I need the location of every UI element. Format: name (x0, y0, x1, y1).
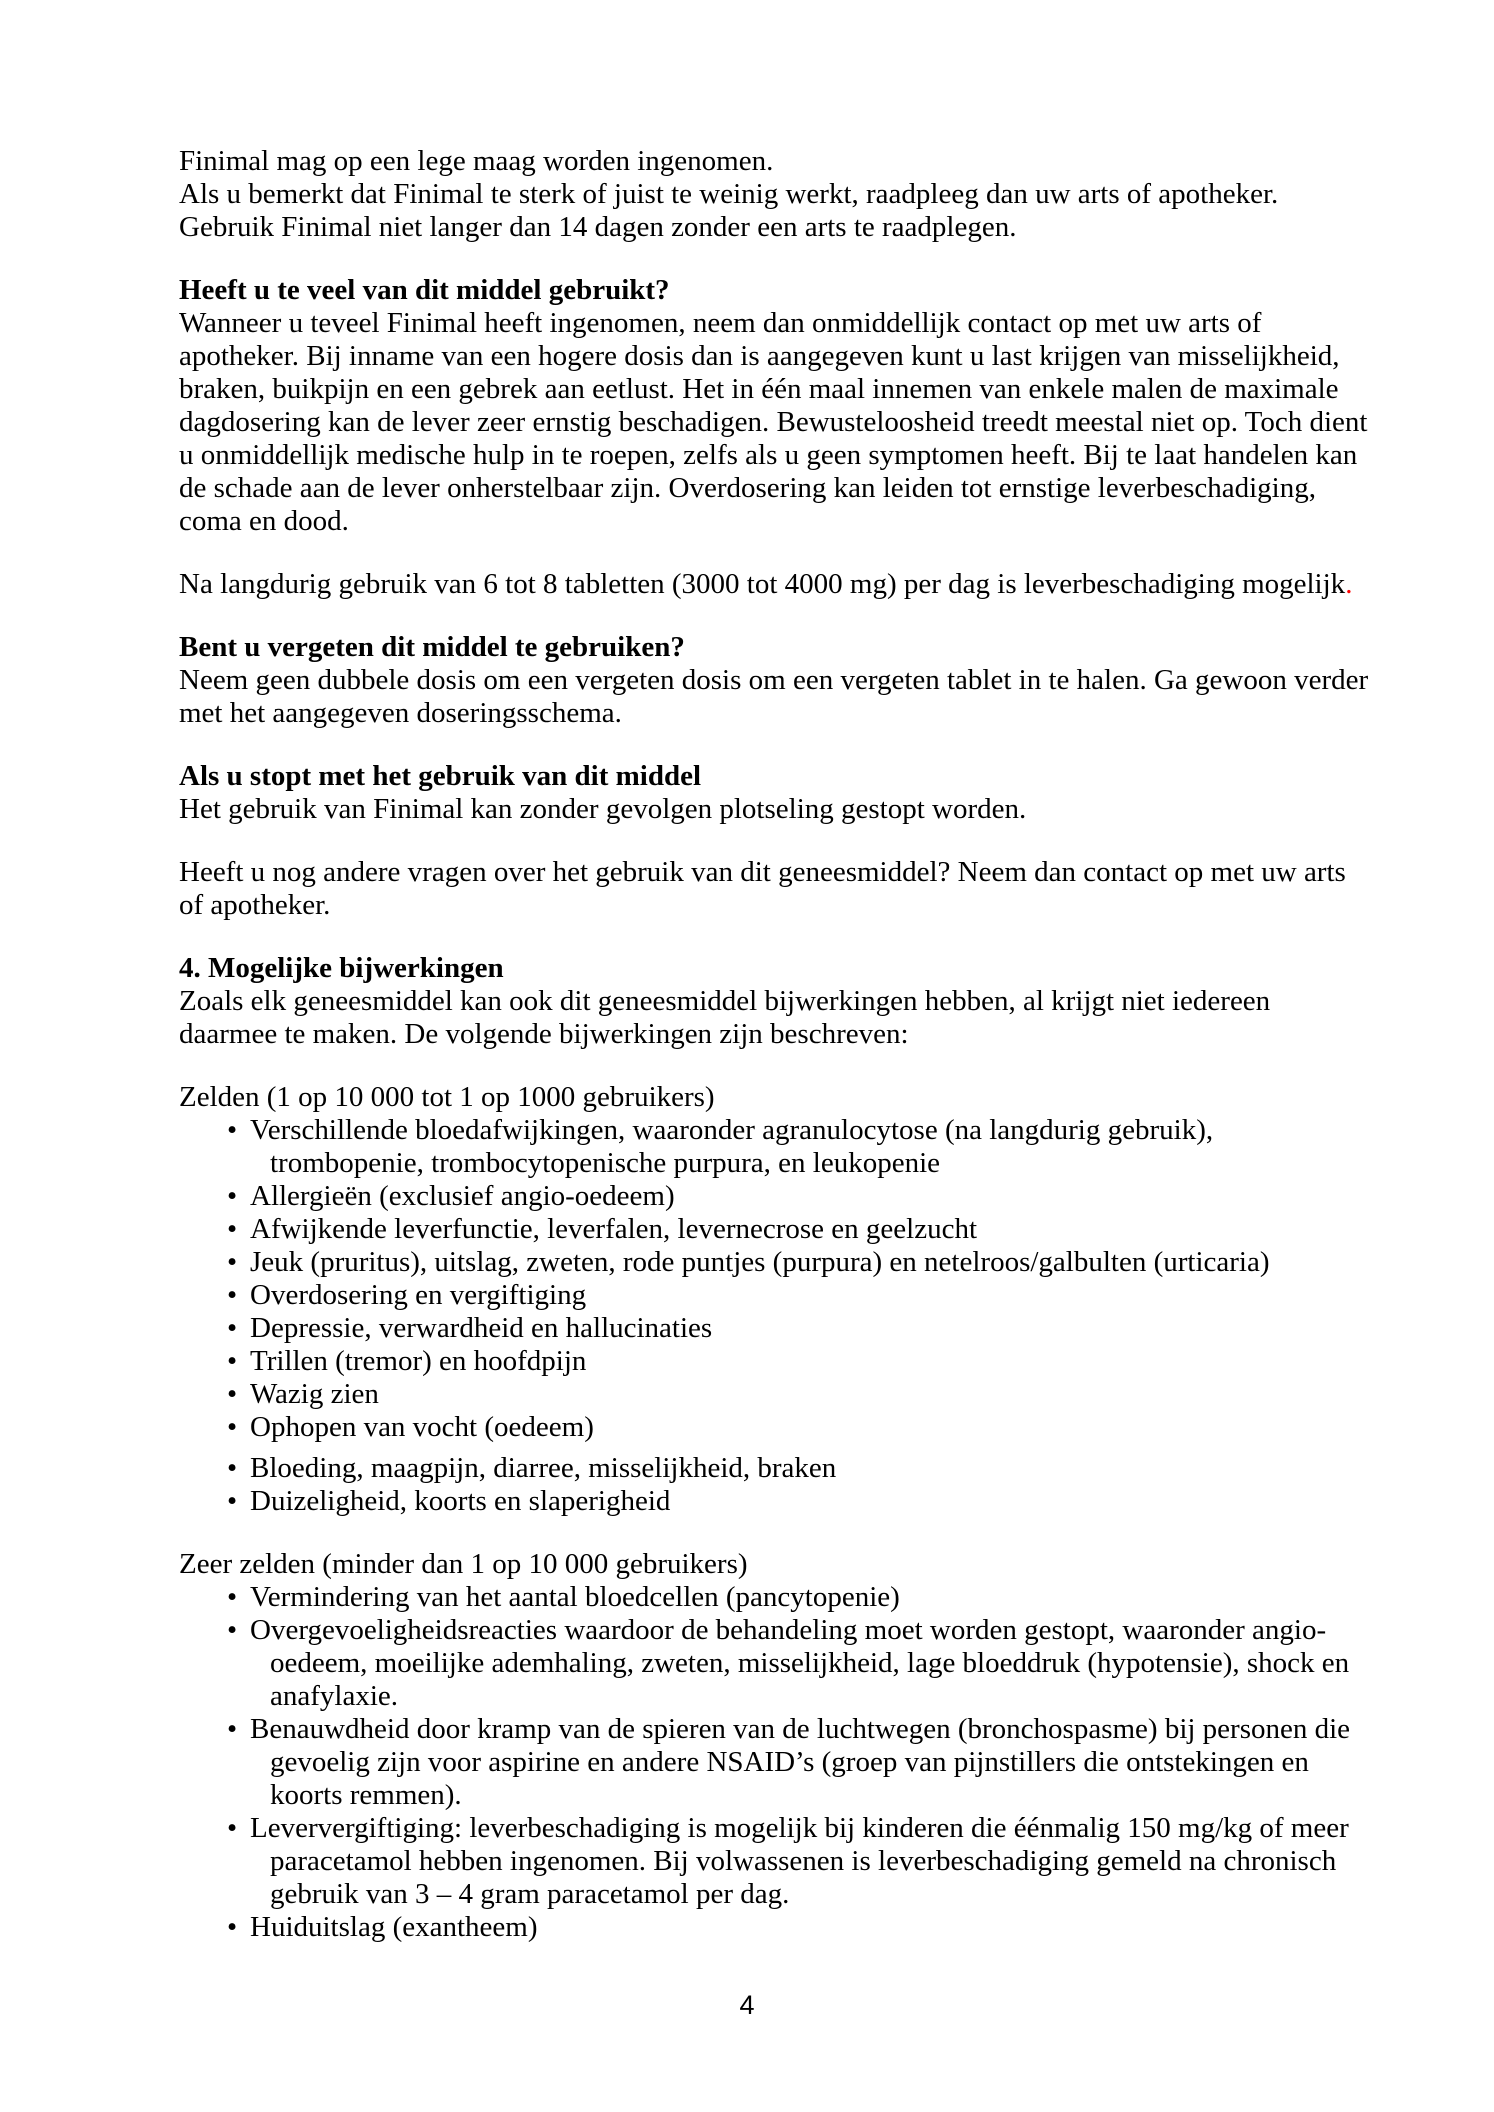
text-line: Huiduitslag (exantheem) (250, 1911, 538, 1943)
text-line: dagdosering kan de lever zeer ernstig beschadigen. Bewusteloosheid treedt meestal niet op. Toch dient (179, 406, 1368, 438)
text-line: Wanneer u teveel Finimal heeft ingenomen, neem dan onmiddellijk contact op met uw arts of (179, 307, 1262, 339)
text-line: Heeft u nog andere vragen over het gebruik van dit geneesmiddel? Neem dan contact op met uw arts (179, 856, 1346, 888)
bullet-icon: • (227, 1614, 238, 1646)
text-line: braken, buikpijn en een gebrek aan eetlust. Het in één maal innemen van enkele malen de maximale (179, 373, 1339, 405)
bullet-icon: • (227, 1581, 238, 1613)
text-line: anafylaxie. (270, 1680, 399, 1712)
text-line: Trillen (tremor) en hoofdpijn (250, 1345, 587, 1377)
bullet-item (179, 1452, 1384, 1485)
bullet-icon: • (227, 1812, 238, 1844)
blank-line (179, 1051, 1384, 1081)
very-rare-side-effects (179, 1548, 1384, 1944)
section-heading-forgotten: Bent u vergeten dit middel te gebruiken? (179, 631, 685, 663)
text-line: Overdosering en vergiftiging (250, 1279, 587, 1311)
intro-paragraph (179, 145, 1384, 244)
blank-line (179, 538, 1384, 568)
text-line: Leververgiftiging: leverbeschadiging is mogelijk bij kinderen die éénmalig 150 mg/kg of meer (250, 1812, 1349, 1844)
text-line: Allergieën (exclusief angio-oedeem) (250, 1180, 675, 1212)
text-line: daarmee te maken. De volgende bijwerkingen zijn beschreven: (179, 1018, 909, 1050)
section-heading-stopping: Als u stopt met het gebruik van dit middel (179, 760, 702, 792)
text-line: of apotheker. (179, 889, 331, 921)
bullet-item (179, 1246, 1384, 1279)
text-line: apotheker. Bij inname van een hogere dosis dan is aangegeven kunt u last krijgen van misselijkheid, (179, 340, 1340, 372)
text-line: Ophopen van vocht (oedeem) (250, 1411, 594, 1443)
bullet-item (179, 1713, 1384, 1812)
bullet-icon: • (227, 1452, 238, 1484)
paragraph-lines (179, 856, 1384, 922)
questions-paragraph (179, 856, 1384, 922)
blank-line (179, 244, 1384, 274)
blank-line (179, 601, 1384, 631)
text-line: Verschillende bloedafwijkingen, waaronder agranulocytose (na langdurig gebruik), (250, 1114, 1214, 1146)
bullet-icon: • (227, 1411, 238, 1443)
bullet-item (179, 1411, 1384, 1444)
bullet-item (179, 1581, 1384, 1614)
bullet-item (179, 1485, 1384, 1518)
text-line: Gebruik Finimal niet langer dan 14 dagen zonder een arts te raadplegen. (179, 211, 1017, 243)
text-line: oedeem, moeilijke ademhaling, zweten, misselijkheid, lage bloeddruk (hypotensie), shock en (270, 1647, 1350, 1679)
bullet-icon: • (227, 1911, 238, 1943)
bullet-item (179, 1114, 1384, 1180)
text-line: Neem geen dubbele dosis om een vergeten dosis om een vergeten tablet in te halen. Ga gewoon verder (179, 664, 1369, 696)
text-line: paracetamol hebben ingenomen. Bij volwassenen is leverbeschadiging gemeld na chronisch (270, 1845, 1337, 1877)
paragraph-lines (179, 664, 1384, 730)
long-use-note (179, 568, 1384, 601)
very-rare-intro-line: Zeer zelden (minder dan 1 op 10 000 gebruikers) (179, 1548, 748, 1580)
bullet-item (179, 1911, 1384, 1944)
bullet-item (179, 1614, 1384, 1713)
section-forgotten-dose (179, 631, 1384, 730)
bullet-icon: • (227, 1213, 238, 1245)
bullet-icon: • (227, 1312, 238, 1344)
text-line: Wazig zien (250, 1378, 379, 1410)
paragraph-lines (179, 145, 1384, 244)
text-line: Jeuk (pruritus), uitslag, zweten, rode puntjes (purpura) en netelroos/galbulten (urticaria) (250, 1246, 1270, 1278)
bullet-icon: • (227, 1279, 238, 1311)
text-line: trombopenie, trombocytopenische purpura, en leukopenie (270, 1147, 941, 1179)
text-line: Als u bemerkt dat Finimal te sterk of juist te weinig werkt, raadpleeg dan uw arts of apotheker. (179, 178, 1279, 210)
paragraph-lines (179, 793, 1384, 826)
bullet-icon: • (227, 1246, 238, 1278)
text-line: Overgevoeligheidsreacties waardoor de behandeling moet worden gestopt, waaronder angio- (250, 1614, 1327, 1646)
bullet-icon: • (227, 1485, 238, 1517)
text-line: u onmiddellijk medische hulp in te roepen, zelfs als u geen symptomen heeft. Bij te laat handelen kan (179, 439, 1358, 471)
section-heading-overdose: Heeft u te veel van dit middel gebruikt? (179, 274, 670, 306)
bullet-item (179, 1312, 1384, 1345)
very-rare-bullet-list (179, 1581, 1384, 1944)
text-line: Zoals elk geneesmiddel kan ook dit geneesmiddel bijwerkingen hebben, al krijgt niet iedereen (179, 985, 1271, 1017)
text-line: Depressie, verwardheid en hallucinaties (250, 1312, 713, 1344)
bullet-item (179, 1213, 1384, 1246)
text-line: Finimal mag op een lege maag worden ingenomen. (179, 145, 774, 177)
text-line: Het gebruik van Finimal kan zonder gevolgen plotseling gestopt worden. (179, 793, 1027, 825)
paragraph-lines (179, 307, 1384, 538)
text-line: gebruik van 3 – 4 gram paracetamol per dag. (270, 1878, 790, 1910)
long-use-text: Na langdurig gebruik van 6 tot 8 tabletten (3000 tot 4000 mg) per dag is leverbeschadiging mogelijk (179, 568, 1346, 600)
bullet-icon: • (227, 1378, 238, 1410)
rare-intro-line: Zelden (1 op 10 000 tot 1 op 1000 gebruikers) (179, 1081, 715, 1113)
bullet-item (179, 1378, 1384, 1411)
text-line (179, 568, 1384, 601)
bullet-item (179, 1279, 1384, 1312)
section-overdose (179, 274, 1384, 538)
text-line: koorts remmen). (270, 1779, 462, 1811)
text-line: coma en dood. (179, 505, 349, 537)
text-line: gevoelig zijn voor aspirine en andere NSAID’s (groep van pijnstillers die ontstekingen en (270, 1746, 1309, 1778)
bullet-item (179, 1345, 1384, 1378)
page-number: 4 (739, 1990, 755, 2020)
text-line: Duizeligheid, koorts en slaperigheid (250, 1485, 671, 1517)
section-stopping (179, 760, 1384, 826)
text-line: de schade aan de lever onherstelbaar zijn. Overdosering kan leiden tot ernstige leverbeschadiging, (179, 472, 1316, 504)
rare-side-effects (179, 1081, 1384, 1518)
bullet-item (179, 1812, 1384, 1911)
rare-bullet-list (179, 1114, 1384, 1518)
text-line: met het aangegeven doseringsschema. (179, 697, 622, 729)
blank-line (179, 826, 1384, 856)
bullet-icon: • (227, 1345, 238, 1377)
blank-line (179, 922, 1384, 952)
paragraph-lines (179, 985, 1384, 1051)
red-period: . (1345, 568, 1353, 600)
blank-line (179, 1518, 1384, 1548)
text-line: Vermindering van het aantal bloedcellen (pancytopenie) (250, 1581, 900, 1613)
text-line: Benauwdheid door kramp van de spieren van de luchtwegen (bronchospasme) bij personen die (250, 1713, 1351, 1745)
text-line: Bloeding, maagpijn, diarree, misselijkheid, braken (250, 1452, 837, 1484)
blank-line (179, 730, 1384, 760)
section-heading-side-effects: 4. Mogelijke bijwerkingen (179, 952, 504, 984)
bullet-item (179, 1180, 1384, 1213)
bullet-icon: • (227, 1713, 238, 1745)
text-line: Afwijkende leverfunctie, leverfalen, levernecrose en geelzucht (250, 1213, 978, 1245)
bullet-icon: • (227, 1114, 238, 1146)
bullet-icon: • (227, 1180, 238, 1212)
section-side-effects (179, 952, 1384, 1051)
